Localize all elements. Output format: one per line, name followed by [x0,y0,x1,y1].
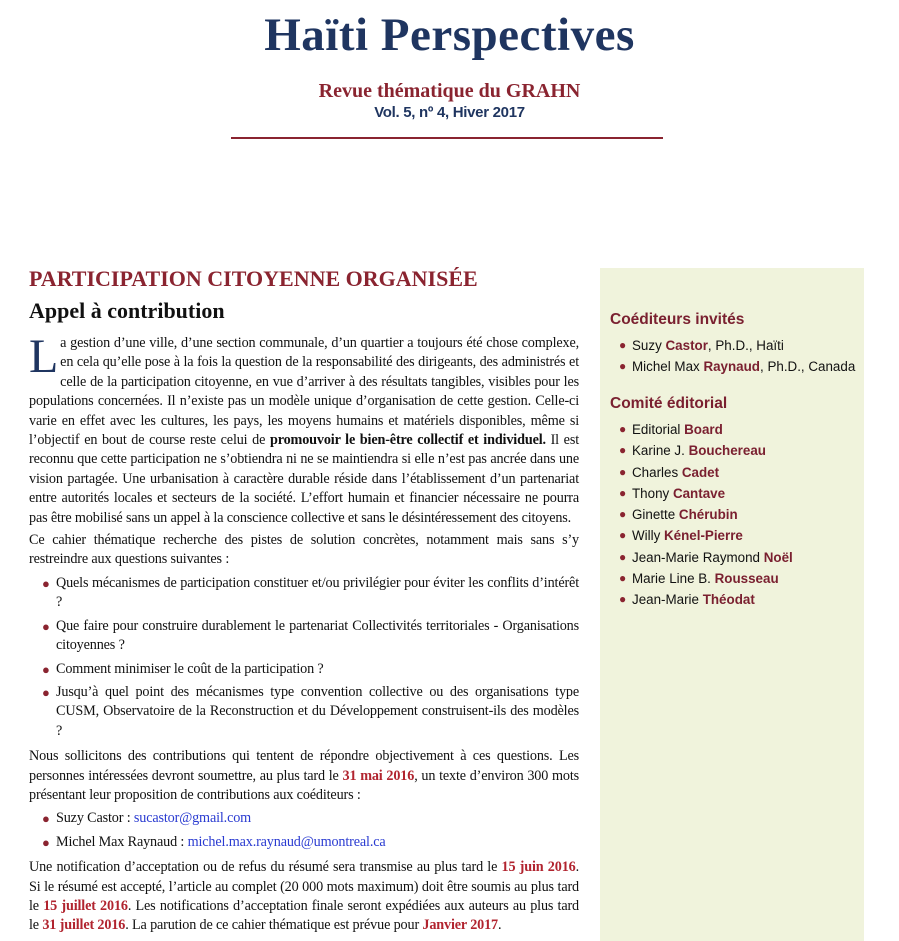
member-first-name: Marie Line B. [632,571,715,587]
question-text: Jusqu’à quel point des mécanismes type convention collective ou des organisations type CUSM, Observatoire de la Reconstruction et du Développement construisent-ils des modèles ? [56,683,579,739]
bullet-icon: ● [619,422,627,436]
question-text: Que faire pour construire durablement le partenariat Collectivités territoriales - Organisations citoyennes ? [56,617,579,654]
member-first-name: Jean-Marie [632,592,703,608]
list-item [29,833,579,852]
questions-list [29,574,579,741]
member-last-name: Chérubin [678,507,738,523]
member-first-name: Ginette [632,507,679,523]
member-first-name: Jean-Marie Raymond [632,549,764,565]
list-item [600,462,864,483]
bullet-icon: ● [42,575,50,591]
journal-title: Haïti Perspectives [264,9,635,61]
masthead-divider [231,137,663,139]
member-last-name: Rousseau [714,571,779,587]
timeline-text: . La parution de ce cahier thématique est prévue pour [125,917,423,934]
bullet-icon: ● [619,507,627,522]
editors-sidebar [600,268,864,941]
member-first-name: Karine J. [632,443,689,459]
member-first-name: Editorial [632,422,685,437]
list-item [600,335,864,356]
contact-name: Michel Max Raynaud : [56,833,188,850]
bullet-icon: ● [619,464,627,479]
deadline-date: 31 juillet 2016 [42,917,126,934]
member-last-name: Board [684,422,723,437]
editor-last-name: Castor [665,338,708,353]
question-text: Quels mécanismes de participation constituer et/ou privilégier pour éviter les conflits d’intérêt ? [56,574,579,611]
member-first-name: Charles [632,464,682,480]
bullet-icon: ● [42,811,50,827]
question-text: Comment minimiser le coût de la participation ? [56,660,324,677]
committee-heading: Comité éditorial [610,395,728,412]
submission-paragraph [29,747,579,805]
member-last-name: Kénel-Pierre [663,528,743,544]
editor-first-name: Michel Max [632,359,704,375]
submission-text-1: Nous sollicitons des contributions qui tentent de répondre objectivement à ces questions. Les personnes intéressées devront soumettre, au plus tard le [29,748,579,784]
list-item [600,356,864,377]
intro-text-1: a gestion d’une ville, d’une section communale, d’un quartier a toujours été chose complexe, en cela qu’elle pose à la fois la question de la responsabilité des dirigeants, des administrés et celle de la participation citoyenne, en vue d’arriver à des résultats tangibles, visibles pour les populations concernées. Il n’existe pas un modèle unique d’organisation de cette gestion. Celle-ci varie en effet avec les cultures, les pays, les moyens humains et matériels disponibles, même si l’objectif en bout de course reste celui de [29,335,579,449]
timeline-text: . Les notifications d’acceptation finale seront expédiées aux auteurs au plus tard le [29,897,579,934]
list-item [600,419,864,440]
journal-subtitle: Revue thématique du GRAHN [318,80,581,102]
bullet-icon: ● [619,443,627,458]
editor-details: , Ph.D., Haïti [707,338,784,353]
contacts-list [29,809,579,852]
section-subtitle: Appel à contribution [29,298,225,323]
list-item [29,809,579,828]
list-item [600,504,864,525]
deadline-date: Janvier 2017 [422,917,498,934]
editor-last-name: Raynaud [703,359,760,375]
intro-paragraph [29,330,579,528]
list-item [600,440,864,461]
coeditors-list [600,335,864,378]
bullet-icon: ● [619,571,627,586]
member-first-name: Willy [632,528,664,544]
intro-text-2: Il est reconnu que cette participation ne s’obtiendra ni ne se maintiendra si elle n’est pas ancrée dans une vision partagée. Une urbanisation à caractère durable réside dans l’établissement d’un partenariat entre autorités locales et secteurs de la société. L’effort humain et financier nécessaire ne pourra pas être mobilisé sans un appel à la conscience collective et sans le désintéressement des citoyens. [29,432,579,526]
bullet-icon: ● [42,661,50,677]
deadline-date: 15 juin 2016 [501,859,576,876]
bullet-icon: ● [619,528,627,543]
coeditors-heading: Coéditeurs invités [610,311,745,328]
member-last-name: Noël [763,549,793,565]
submission-text-2: , un texte d’environ 300 mots présentant leur proposition de contributions aux coéditeurs : [29,767,579,803]
list-item [29,660,579,679]
contact-name: Suzy Castor : [56,810,134,827]
list-item [29,683,579,741]
deadline-date: 15 juillet 2016 [43,897,128,914]
bullet-icon: ● [42,684,50,700]
member-first-name: Thony [632,485,673,501]
committee-list [600,419,864,611]
timeline-text: . [498,917,502,934]
list-item [600,568,864,589]
member-last-name: Bouchereau [688,443,766,459]
article [29,264,579,939]
list-item [600,525,864,546]
timeline-paragraph [29,858,579,936]
list-item [29,574,579,613]
bullet-icon: ● [619,485,627,500]
email-link[interactable]: sucastor@gmail.com [133,810,252,827]
intro-bold-text: promouvoir le bien-être collectif et individuel. [269,432,546,449]
bullet-icon: ● [42,834,50,850]
member-last-name: Cantave [672,485,726,501]
list-item [600,547,864,568]
bullet-icon: ● [619,338,627,352]
drop-cap: L [29,330,59,383]
email-link[interactable]: michel.max.raynaud@umontreal.ca [187,833,386,850]
journal-volume: Vol. 5, nº 4, Hiver 2017 [374,104,525,121]
timeline-text: Une notification d’acceptation ou de refus du résumé sera transmise au plus tard le [29,859,502,876]
list-item [29,617,579,656]
member-last-name: Cadet [681,464,720,480]
questions-intro: Ce cahier thématique recherche des pistes de solution concrètes, notamment mais sans s’y restreindre aux questions suivantes : [29,532,579,568]
bullet-icon: ● [619,549,627,564]
editor-first-name: Suzy [632,338,666,353]
bullet-icon: ● [42,618,50,634]
deadline-date: 31 mai 2016 [342,767,415,784]
list-item [600,483,864,504]
bullet-icon: ● [619,359,627,374]
member-last-name: Théodat [702,592,755,608]
editor-details: , Ph.D., Canada [760,359,856,375]
bullet-icon: ● [619,592,627,607]
timeline-text: . Si le résumé est accepté, l’article au complet (20 000 mots maximum) doit être soumis au plus tard le [29,859,579,914]
section-title: PARTICIPATION CITOYENNE ORGANISÉE [29,266,478,291]
list-item [600,589,864,610]
